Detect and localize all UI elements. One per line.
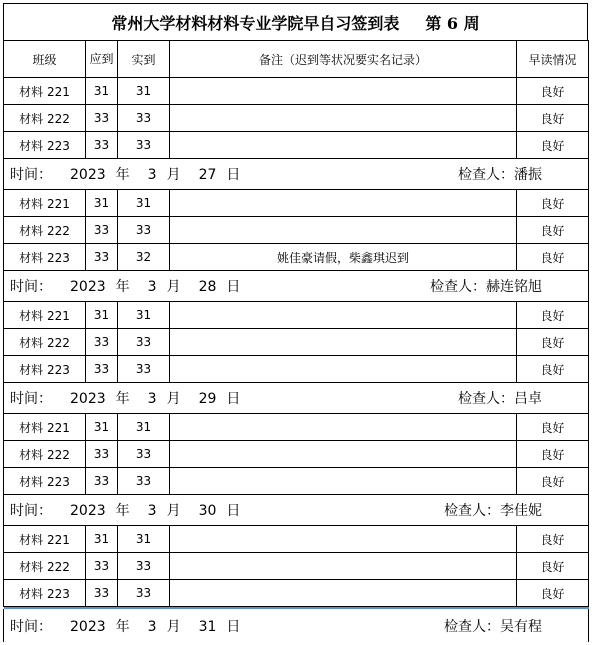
year-unit: 年 bbox=[115, 167, 130, 183]
year-value: 2023 bbox=[70, 503, 106, 519]
date-checker-row bbox=[4, 159, 589, 190]
date-checker-cell bbox=[4, 271, 589, 302]
day-value: 30 bbox=[198, 503, 217, 519]
table-row bbox=[4, 414, 589, 441]
checker-name: 李佳妮 bbox=[500, 503, 542, 519]
month-value: 3 bbox=[147, 503, 157, 519]
time-label: 时间： bbox=[10, 167, 52, 183]
cell-reading: 良好 bbox=[517, 580, 589, 607]
table-row bbox=[4, 190, 589, 217]
signin-sheet bbox=[3, 3, 588, 642]
checker-group bbox=[458, 164, 542, 184]
cell-class: 材料 221 bbox=[4, 190, 86, 217]
day-unit: 日 bbox=[226, 503, 241, 519]
cell-actual: 33 bbox=[118, 468, 170, 495]
table-row bbox=[4, 468, 589, 495]
day-unit: 日 bbox=[226, 618, 241, 635]
checker-group bbox=[430, 276, 542, 296]
cell-expected: 33 bbox=[86, 132, 118, 159]
table-row bbox=[4, 553, 589, 580]
cell-class: 材料 223 bbox=[4, 244, 86, 271]
cell-expected: 31 bbox=[86, 78, 118, 105]
checker-label: 检查人： bbox=[458, 167, 514, 183]
cell-class: 材料 222 bbox=[4, 329, 86, 356]
cell-expected: 31 bbox=[86, 302, 118, 329]
date-checker-row bbox=[4, 383, 589, 414]
cell-note: 姚佳豪请假，柴鑫琪迟到 bbox=[170, 244, 517, 271]
cell-actual: 33 bbox=[118, 329, 170, 356]
title-text: 常州大学材料材料专业学院早自习签到表 bbox=[111, 13, 400, 33]
month-value: 3 bbox=[147, 279, 157, 295]
date-group bbox=[10, 616, 250, 636]
date-group bbox=[10, 164, 250, 184]
day-unit: 日 bbox=[226, 391, 241, 407]
table-row bbox=[4, 132, 589, 159]
cell-class: 材料 223 bbox=[4, 580, 86, 607]
checker-group bbox=[444, 616, 542, 636]
day-value: 31 bbox=[198, 618, 217, 635]
day-value: 27 bbox=[198, 167, 217, 183]
week-label: 第 6 周 bbox=[425, 13, 480, 33]
time-label: 时间： bbox=[10, 279, 52, 295]
cell-actual: 33 bbox=[118, 441, 170, 468]
month-value: 3 bbox=[147, 618, 157, 635]
cell-actual: 33 bbox=[118, 553, 170, 580]
cell-reading: 良好 bbox=[517, 414, 589, 441]
date-checker-row bbox=[4, 495, 589, 526]
cell-class: 材料 222 bbox=[4, 105, 86, 132]
cell-reading: 良好 bbox=[517, 190, 589, 217]
month-value: 3 bbox=[147, 391, 157, 407]
cell-reading: 良好 bbox=[517, 217, 589, 244]
date-checker-cell bbox=[4, 383, 589, 414]
table-row bbox=[4, 580, 589, 607]
cell-expected: 33 bbox=[86, 105, 118, 132]
cell-expected: 33 bbox=[86, 356, 118, 383]
cell-note bbox=[170, 78, 517, 105]
date-checker-cell bbox=[4, 159, 589, 190]
header-actual: 实到 bbox=[118, 41, 170, 78]
cell-class: 材料 223 bbox=[4, 468, 86, 495]
cell-actual: 32 bbox=[118, 244, 170, 271]
header-row bbox=[4, 41, 589, 78]
cell-reading: 良好 bbox=[517, 553, 589, 580]
cell-class: 材料 223 bbox=[4, 356, 86, 383]
cell-class: 材料 223 bbox=[4, 132, 86, 159]
month-unit: 月 bbox=[166, 618, 181, 635]
cell-class: 材料 221 bbox=[4, 526, 86, 553]
cell-actual: 33 bbox=[118, 217, 170, 244]
date-group bbox=[10, 276, 250, 296]
table-row bbox=[4, 105, 589, 132]
date-checker-row bbox=[4, 609, 589, 642]
cell-note bbox=[170, 580, 517, 607]
month-unit: 月 bbox=[166, 391, 181, 407]
year-value: 2023 bbox=[70, 618, 106, 635]
cell-expected: 33 bbox=[86, 244, 118, 271]
cell-expected: 33 bbox=[86, 441, 118, 468]
year-unit: 年 bbox=[115, 391, 130, 407]
checker-name: 赫连铭旭 bbox=[486, 279, 542, 295]
table-row bbox=[4, 244, 589, 271]
date-checker-line bbox=[4, 388, 588, 408]
day-unit: 日 bbox=[226, 167, 241, 183]
month-unit: 月 bbox=[166, 503, 181, 519]
table-row bbox=[4, 302, 589, 329]
month-unit: 月 bbox=[166, 167, 181, 183]
year-value: 2023 bbox=[70, 167, 106, 183]
cell-note bbox=[170, 414, 517, 441]
year-unit: 年 bbox=[115, 618, 130, 635]
day-value: 29 bbox=[198, 391, 217, 407]
cell-actual: 33 bbox=[118, 356, 170, 383]
date-group bbox=[10, 388, 250, 408]
sheet-title bbox=[3, 3, 588, 40]
checker-name: 吕卓 bbox=[514, 391, 542, 407]
checker-label: 检查人： bbox=[444, 618, 500, 635]
cell-reading: 良好 bbox=[517, 78, 589, 105]
cell-reading: 良好 bbox=[517, 244, 589, 271]
cell-note bbox=[170, 132, 517, 159]
cell-reading: 良好 bbox=[517, 468, 589, 495]
time-label: 时间： bbox=[10, 503, 52, 519]
checker-group bbox=[458, 388, 542, 408]
cell-class: 材料 221 bbox=[4, 78, 86, 105]
cell-actual: 31 bbox=[118, 302, 170, 329]
cell-note bbox=[170, 217, 517, 244]
cell-class: 材料 222 bbox=[4, 553, 86, 580]
cell-reading: 良好 bbox=[517, 356, 589, 383]
cell-class: 材料 221 bbox=[4, 302, 86, 329]
cell-class: 材料 222 bbox=[4, 441, 86, 468]
cell-expected: 33 bbox=[86, 468, 118, 495]
date-checker-row bbox=[4, 271, 589, 302]
date-checker-line bbox=[4, 164, 588, 184]
year-value: 2023 bbox=[70, 391, 106, 407]
checker-name: 潘振 bbox=[514, 167, 542, 183]
cell-reading: 良好 bbox=[517, 441, 589, 468]
table-row bbox=[4, 78, 589, 105]
cell-expected: 33 bbox=[86, 580, 118, 607]
cell-actual: 31 bbox=[118, 190, 170, 217]
cell-note bbox=[170, 105, 517, 132]
cell-actual: 31 bbox=[118, 78, 170, 105]
cell-note bbox=[170, 356, 517, 383]
checker-label: 检查人： bbox=[458, 391, 514, 407]
table-row bbox=[4, 329, 589, 356]
cell-expected: 33 bbox=[86, 329, 118, 356]
cell-expected: 31 bbox=[86, 414, 118, 441]
date-checker-cell bbox=[4, 609, 589, 642]
date-checker-cell bbox=[4, 495, 589, 526]
cell-actual: 31 bbox=[118, 414, 170, 441]
header-reading: 早读情况 bbox=[517, 41, 589, 78]
year-unit: 年 bbox=[115, 503, 130, 519]
header-class: 班级 bbox=[4, 41, 86, 78]
time-label: 时间： bbox=[10, 391, 52, 407]
cell-actual: 33 bbox=[118, 132, 170, 159]
day-value: 28 bbox=[198, 279, 217, 295]
header-expected: 应到 bbox=[86, 41, 118, 78]
table-row bbox=[4, 356, 589, 383]
cell-note bbox=[170, 441, 517, 468]
cell-note bbox=[170, 468, 517, 495]
cell-reading: 良好 bbox=[517, 105, 589, 132]
time-label: 时间： bbox=[10, 618, 52, 635]
cell-actual: 33 bbox=[118, 580, 170, 607]
month-unit: 月 bbox=[166, 279, 181, 295]
checker-group bbox=[444, 500, 542, 520]
cell-expected: 33 bbox=[86, 217, 118, 244]
year-unit: 年 bbox=[115, 279, 130, 295]
date-checker-line bbox=[4, 616, 588, 636]
cell-expected: 31 bbox=[86, 526, 118, 553]
checker-name: 吴有程 bbox=[500, 618, 542, 635]
cell-note bbox=[170, 526, 517, 553]
cell-class: 材料 221 bbox=[4, 414, 86, 441]
cell-class: 材料 222 bbox=[4, 217, 86, 244]
table-row bbox=[4, 217, 589, 244]
cell-reading: 良好 bbox=[517, 302, 589, 329]
attendance-table bbox=[3, 40, 589, 642]
cell-actual: 33 bbox=[118, 105, 170, 132]
table-row bbox=[4, 526, 589, 553]
cell-note bbox=[170, 302, 517, 329]
cell-note bbox=[170, 329, 517, 356]
date-checker-line bbox=[4, 500, 588, 520]
cell-note bbox=[170, 553, 517, 580]
cell-reading: 良好 bbox=[517, 132, 589, 159]
cell-reading: 良好 bbox=[517, 329, 589, 356]
header-note: 备注（迟到等状况要实名记录） bbox=[170, 41, 517, 78]
cell-expected: 33 bbox=[86, 553, 118, 580]
date-checker-line bbox=[4, 276, 588, 296]
cell-actual: 31 bbox=[118, 526, 170, 553]
month-value: 3 bbox=[147, 167, 157, 183]
cell-expected: 31 bbox=[86, 190, 118, 217]
year-value: 2023 bbox=[70, 279, 106, 295]
checker-label: 检查人： bbox=[444, 503, 500, 519]
cell-reading: 良好 bbox=[517, 526, 589, 553]
date-group bbox=[10, 500, 250, 520]
table-row bbox=[4, 441, 589, 468]
cell-note bbox=[170, 190, 517, 217]
day-unit: 日 bbox=[226, 279, 241, 295]
checker-label: 检查人： bbox=[430, 279, 486, 295]
